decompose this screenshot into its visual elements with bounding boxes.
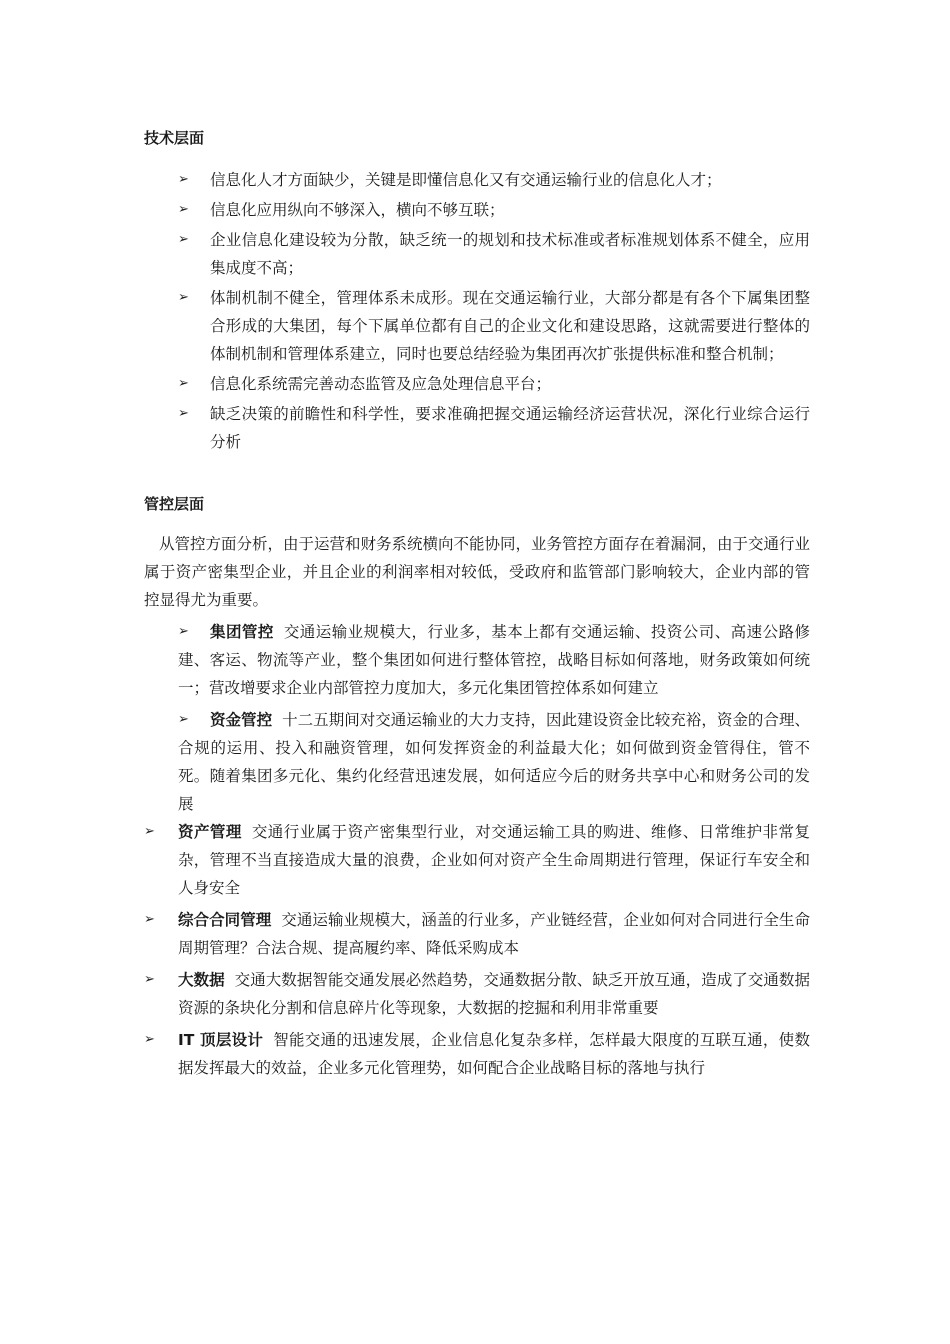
list-item-text: 信息化应用纵向不够深入，横向不够互联； [210,201,505,219]
list-item-keyword: 资金管控 [210,711,273,729]
list-item-text: 缺乏决策的前瞻性和科学性，要求准确把握交通运输经济运营状况，深化行业综合运行分析 [210,405,810,451]
arrow-bullet-icon: ➢ [144,824,155,839]
list-item-text: 交通运输业规模大，涵盖的行业多，产业链经营，企业如何对合同进行全生命周期管理？合法合规、提高履约率、降低采购成本 [178,911,810,957]
arrow-bullet-icon: ➢ [144,1032,155,1047]
arrow-bullet-icon: ➢ [178,406,189,421]
mgmt-intro-paragraph: 从管控方面分析，由于运营和财务系统横向不能协同，业务管控方面存在着漏洞，由于交通行业属于资产密集型企业，并且企业的利润率相对较低，受政府和监管部门影响较大，企业内部的管控显得尤为重要。 [144,535,811,609]
list-item-keyword: 综合合同管理 [178,911,272,929]
tech-issue-list [178,166,810,458]
list-item [178,226,810,282]
section-heading-tech: 技术层面 [144,129,205,147]
list-item [178,370,810,398]
list-item [178,618,810,702]
list-item-keyword: 集团管控 [210,623,274,641]
list-item [144,1026,810,1082]
list-item-text: 交通大数据智能交通发展必然趋势，交通数据分散、缺乏开放互通，造成了交通数据资源的条块化分割和信息碎片化等现象，大数据的挖掘和利用非常重要 [178,971,810,1017]
list-item [144,818,810,902]
section-heading-mgmt: 管控层面 [144,495,205,513]
list-item-keyword: 大数据 [178,971,225,989]
list-item [178,166,810,194]
arrow-bullet-icon: ➢ [178,376,189,391]
arrow-bullet-icon: ➢ [144,912,155,927]
arrow-bullet-icon: ➢ [178,712,189,727]
list-item [178,706,810,818]
list-item [178,400,810,456]
arrow-bullet-icon: ➢ [144,972,155,987]
mgmt-issue-list [144,818,810,1086]
list-item-keyword: IT 顶层设计 [178,1031,264,1049]
list-item-text: 信息化人才方面缺少，关键是即懂信息化又有交通运输行业的信息化人才； [210,171,722,189]
list-item [144,966,810,1022]
list-item-text: 十二五期间对交通运输业的大力支持，因此建设资金比较充裕，资金的合理、合规的运用、投入和融资管理，如何发挥资金的利益最大化；如何做到资金管得住，管不死。随着集团多元化、集约化经营迅速发展，如何适应今后的财务共享中心和财务公司的发展 [178,711,810,813]
list-item [144,906,810,962]
list-item-text: 体制机制不健全，管理体系未成形。现在交通运输行业，大部分都是有各个下属集团整合形成的大集团，每个下属单位都有自己的企业文化和建设思路，这就需要进行整体的体制机制和管理体系建立，同时也要总结经验为集团再次扩张提供标准和整合机制； [210,289,810,363]
arrow-bullet-icon: ➢ [178,172,189,187]
list-item-text: 信息化系统需完善动态监管及应急处理信息平台； [210,375,552,393]
list-item-text: 交通运输业规模大，行业多，基本上都有交通运输、投资公司、高速公路修建、客运、物流等产业，整个集团如何进行整体管控，战略目标如何落地，财务政策如何统一；营改增要求企业内部管控力度加大，多元化集团管控体系如何建立 [178,623,810,697]
list-item-text: 交通行业属于资产密集型行业，对交通运输工具的购进、维修、日常维护非常复杂，管理不当直接造成大量的浪费，企业如何对资产全生命周期进行管理，保证行车安全和人身安全 [178,823,810,897]
arrow-bullet-icon: ➢ [178,202,189,217]
mgmt-indented-list [178,618,810,822]
list-item-keyword: 资产管理 [178,823,242,841]
arrow-bullet-icon: ➢ [178,290,189,305]
arrow-bullet-icon: ➢ [178,232,189,247]
list-item-text: 企业信息化建设较为分散，缺乏统一的规划和技术标准或者标准规划体系不健全，应用集成度不高； [210,231,810,277]
list-item [178,284,810,368]
arrow-bullet-icon: ➢ [178,624,189,639]
list-item [178,196,810,224]
list-item-text: 智能交通的迅速发展，企业信息化复杂多样，怎样最大限度的互联互通，使数据发挥最大的效益，企业多元化管理势，如何配合企业战略目标的落地与执行 [178,1031,810,1077]
